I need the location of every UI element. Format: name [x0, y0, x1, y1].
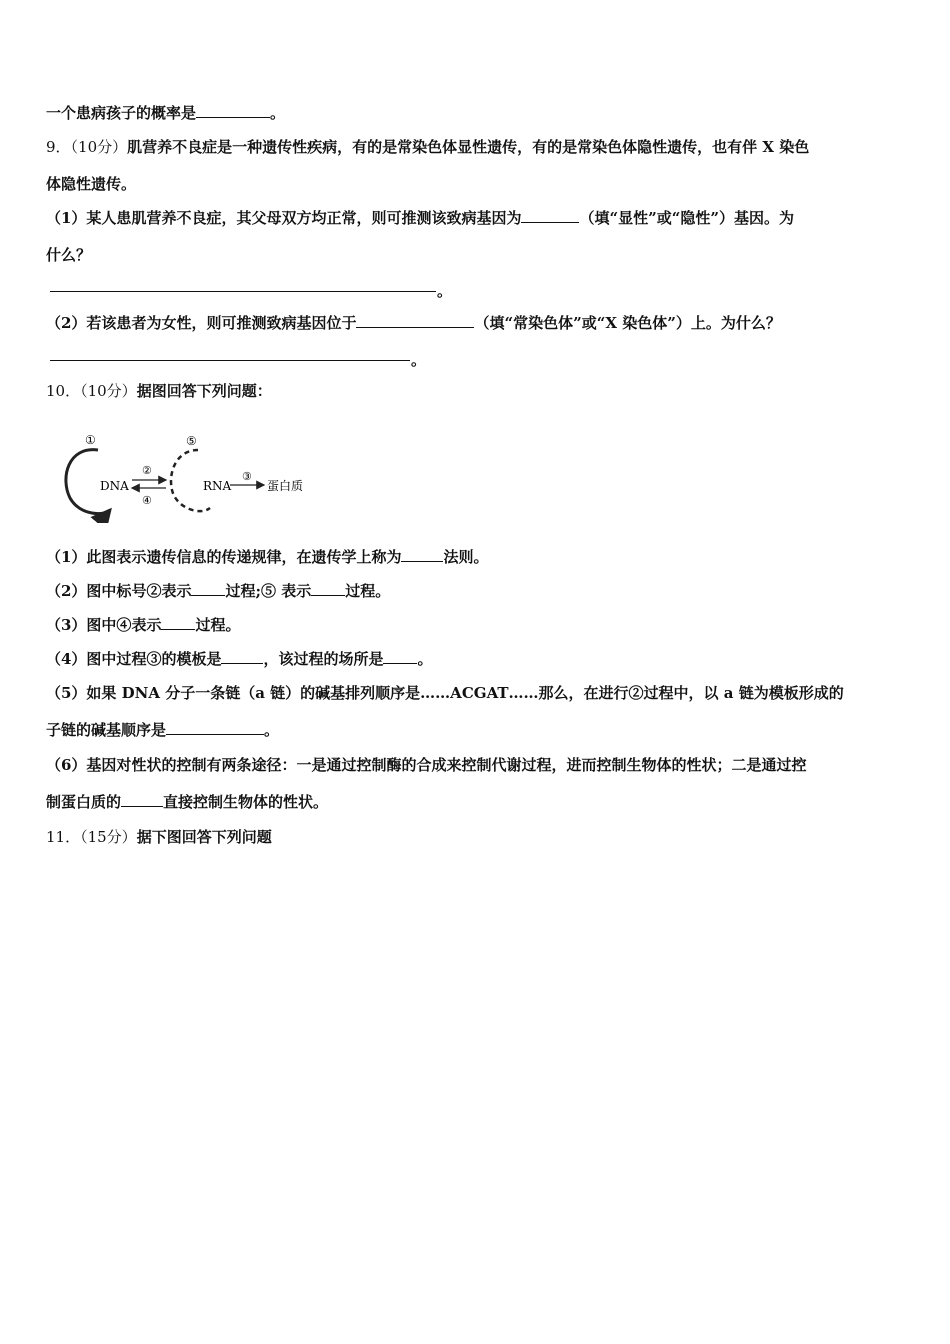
label-circle-2: ② [142, 464, 152, 477]
q10-s1-text-a: （1）此图表示遗传信息的传递规律，在遗传学上称为 [46, 548, 402, 566]
q9-p2-line1 [46, 313, 781, 333]
label-circle-4: ④ [142, 494, 152, 507]
q10-s4-text-a: （4）图中过程③的模板是 [46, 650, 222, 668]
q9-stem-text1: 肌营养不良症是一种遗传性疾病，有的是常染色体显性遗传，有的是常染色体隐性遗传，也有伴 X 染色 [127, 138, 810, 156]
q9-p1-text-b: （填“显性”或“隐性”）基因。为 [579, 209, 794, 227]
q10-s6-line2 [46, 792, 328, 812]
q8-tail-end: 。 [270, 104, 286, 122]
q10-s2-text-b: 过程;⑤ 表示 [225, 582, 312, 600]
protein-label: 蛋白质 [267, 479, 304, 493]
q8-tail-text: 一个患病孩子的概率是 [46, 104, 197, 122]
q9-p1-line1 [46, 208, 794, 228]
q9-number: 9．（10分） [46, 138, 128, 156]
q10-stem-line [46, 381, 272, 401]
q10-s4-text-c: 。 [417, 650, 433, 668]
q9-p1-reason-blank[interactable] [50, 291, 436, 292]
q11-stem-text: 据下图回答下列问题 [136, 828, 272, 846]
q9-stem-line2: 体隐性遗传。 [46, 175, 137, 193]
q9-p2-text-a: （2）若该患者为女性，则可推测致病基因位于 [46, 314, 357, 332]
q10-s2-blank-2[interactable] [311, 581, 345, 596]
q10-s5-text-b: 子链的碱基顺序是 [46, 721, 167, 739]
q10-s1-line [46, 547, 488, 567]
q10-stem-text: 据图回答下列问题： [136, 382, 272, 400]
q10-s5-blank[interactable] [166, 720, 264, 735]
q10-s2-line [46, 581, 390, 601]
q8-answer-blank[interactable] [196, 103, 270, 118]
q10-s1-text-b: 法则。 [443, 548, 489, 566]
q9-p1-end-mark: 。 [437, 282, 453, 300]
q8-tail-line [46, 103, 285, 123]
q10-s3-text-a: （3）图中④表示 [46, 616, 162, 634]
q9-p1-blank[interactable] [521, 208, 579, 223]
label-circle-5: ⑤ [186, 434, 197, 448]
central-dogma-diagram [60, 428, 320, 523]
q9-p2-blank[interactable] [356, 313, 474, 328]
q10-s4-line [46, 649, 432, 669]
q10-s6-blank[interactable] [121, 792, 163, 807]
q9-stem-line1 [46, 137, 809, 157]
q11-number: 11．（15分） [46, 828, 137, 846]
q10-s1-blank[interactable] [401, 547, 443, 562]
q10-s4-text-b: ，该过程的场所是 [263, 650, 384, 668]
q11-stem-line [46, 827, 272, 847]
q9-p1-line2: 什么？ [46, 246, 92, 264]
q9-p2-reason-blank[interactable] [50, 360, 410, 361]
q10-s5-line1: （5）如果 DNA 分子一条链（a 链）的碱基排列顺序是……ACGAT……那么，在进行②过程中，以 a 链为模板形成的 [46, 684, 844, 702]
q10-s6-text-c: 直接控制生物体的性状。 [163, 793, 329, 811]
q10-number: 10．（10分） [46, 382, 137, 400]
q10-s3-text-b: 过程。 [195, 616, 241, 634]
q9-p2-end-mark: 。 [411, 351, 427, 369]
q10-s5-line2 [46, 720, 279, 740]
q10-s2-text-a: （2）图中标号②表示 [46, 582, 192, 600]
rna-label: RNA [203, 479, 232, 493]
q9-p1-text-a: （1）某人患肌营养不良症，其父母双方均正常，则可推测该致病基因为 [46, 209, 522, 227]
q10-s2-text-c: 过程。 [345, 582, 391, 600]
q10-s4-blank-1[interactable] [221, 649, 263, 664]
q10-s3-blank[interactable] [161, 615, 195, 630]
label-circle-3: ③ [242, 470, 252, 483]
label-circle-1: ① [85, 433, 96, 447]
q10-s6-text-b: 制蛋白质的 [46, 793, 122, 811]
q9-p2-text-b: （填“常染色体”或“X 染色体”）上。为什么？ [474, 314, 781, 332]
q10-s5-text-c: 。 [264, 721, 280, 739]
q10-s2-blank-1[interactable] [191, 581, 225, 596]
q10-s4-blank-2[interactable] [383, 649, 417, 664]
dna-label: DNA [100, 479, 129, 493]
q10-s6-line1: （6）基因对性状的控制有两条途径：一是通过控制酶的合成来控制代谢过程，进而控制生物体的性状；二是通过控 [46, 756, 807, 774]
q10-s3-line [46, 615, 240, 635]
